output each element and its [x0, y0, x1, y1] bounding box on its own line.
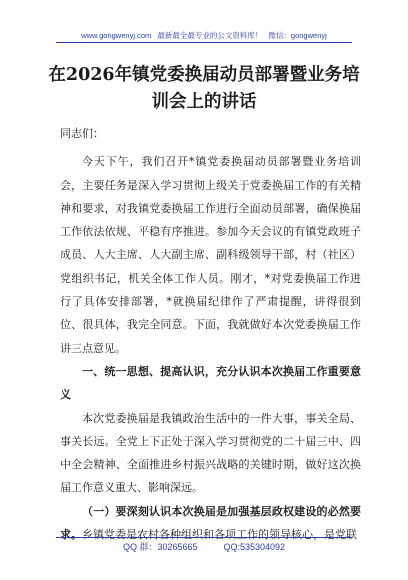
- footer-qq-number: QQ:535304092: [223, 542, 286, 552]
- header-slogan: 最新最全最专业的公文资料库！: [157, 31, 263, 40]
- section-heading-1: 一、统一思想、提高认识，充分认识本次换届工作重要意义: [60, 364, 361, 402]
- document-title: [40, 62, 368, 116]
- salutation: 同志们：: [60, 127, 104, 140]
- section-1-paragraph: 本次党委换届是我镇政治生活中的一件大事，事关全局、事关长远。全党上下正处于深入学习贯彻党的二十届三中、四中全会精神、全面推进乡村振兴战略的关键时期，做好这次换届工作意义重大、影响深远。: [60, 411, 361, 495]
- footer-qq-group: QQ 群：30265665: [122, 542, 198, 552]
- intro-paragraph: 今天下午，我们召开*镇党委换届动员部署暨业务培训会，主要任务是深入学习贯彻上级关于党委换届工作的有关精神和要求，对我镇党委换届工作进行全面动员部署，确保换届工作依法依规、平稳有序推进。参加今天会议的有镇党政班子成员、人大主席、人大副主席、副科级领导干部，村（社区）党组织书记，机关全体工作人员。刚才，*对党委换届工作进行了具体安排部署，*就换届纪律作了严肃提醒，讲得很到位、很具体，我完全同意。下面，我就做好本次党委换届工作讲三点意见。: [60, 155, 361, 355]
- footer-divider: [56, 537, 352, 538]
- subsection-1-text: 乡镇党委是农村各种组织和各项工作的领导核心，是党联: [82, 528, 357, 542]
- document-body: [60, 122, 361, 546]
- title-line-2: 训会上的讲话: [151, 92, 257, 112]
- page-header: [0, 30, 408, 41]
- title-line-1: 在2026年镇党委换届动员部署暨业务培: [48, 65, 360, 85]
- header-wechat: 微信：gongwenyj: [268, 31, 327, 40]
- header-site: www.gongwenyj.com: [81, 31, 152, 40]
- subsection-1-lead: （一）要深刻认识本次换届是加强基层政权建设的必然要求。: [60, 504, 361, 542]
- header-divider: [56, 42, 352, 43]
- page-footer: [0, 540, 408, 553]
